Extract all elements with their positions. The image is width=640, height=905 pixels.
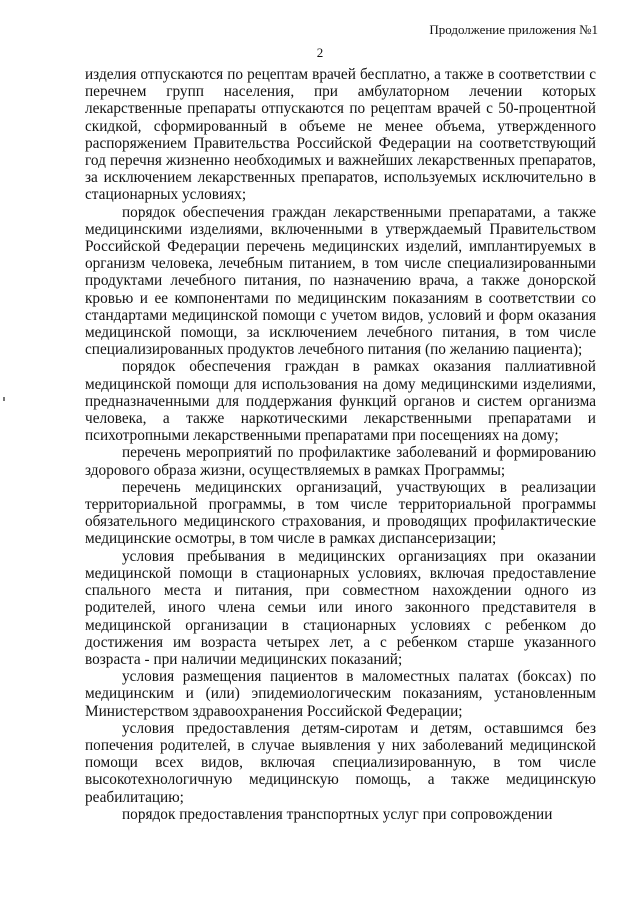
page-number: 2 <box>316 45 324 60</box>
paragraph-medical-organizations: перечень медицинских организаций, участвующих в реализации территориальной программы, в том числе территориальной программы обязательного медицинского страхования, и проводящих профилактические медицинские осмотры, в том числе в рамках диспансеризации; <box>85 478 596 548</box>
paragraph-continued: изделия отпускаются по рецептам врачей бесплатно, а также в соответствии с перечнем групп населения, при амбулаторном лечении которых лекарственные препараты отпускаются по рецептам врачей с 50-процентной скидкой, сформированный в объеме не менее объема, утвержденного распоряжением Правительства Российской Федерации на соответствующий год перечня жизненно необходимых и важнейших лекарственных препаратов, за исключением лекарственных препаратов, используемых исключительно в стационарных условиях; <box>85 66 596 204</box>
paragraph-small-wards: условия размещения пациентов в маломестных палатах (боксах) по медицинским и (или) эпидемиологическим показаниям, установленным Министерством здравоохранения Российской Федерации; <box>85 668 596 720</box>
paragraph-inpatient-conditions: условия пребывания в медицинских организациях при оказании медицинской помощи в стационарных условиях, включая предоставление спального места и питания, при совместном нахождении одного из родителей, иного члена семьи или иного законного представителя в медицинской организации в стационарных условиях с ребенком до достижения им возраста четырех лет, а с ребенком старше указанного возраста - при наличии медицинских показаний; <box>85 547 596 668</box>
paragraph-medication-provision: порядок обеспечения граждан лекарственными препаратами, а также медицинскими изделиями, включенными в утверждаемый Правительством Российской Федерации перечень медицинских изделий, имплантируемых в организм человека, лечебным питанием, в том числе специализированными продуктами лечебного питания, по назначению врача, а также донорской кровью и ее компонентами по медицинским показаниям в соответствии со стандартами медицинской помощи с учетом видов, условий и форм оказания медицинской помощи, за исключением лечебного питания, в том числе специализированных продуктов лечебного питания (по желанию пациента); <box>85 203 596 359</box>
paragraph-palliative-care: порядок обеспечения граждан в рамках оказания паллиативной медицинской помощи для использования на дому медицинскими изделиями, предназначенными для поддержания функций органов и систем организма человека, а также наркотическими лекарственными препаратами и психотропными лекарственными препаратами при посещениях на дому; <box>85 358 596 445</box>
paragraph-transport-services: порядок предоставления транспортных услуг при сопровождении <box>122 805 553 823</box>
appendix-continuation-note: Продолжение приложения №1 <box>429 22 598 37</box>
document-body <box>85 66 596 823</box>
paragraph-orphan-care: условия предоставления детям-сиротам и детям, оставшимся без попечения родителей, в случае выявления у них заболеваний медицинской помощи всех видов, включая специализированную, в том числе высокотехнологичную медицинскую помощь, а также медицинскую реабилитацию; <box>85 719 596 806</box>
paragraph-prevention-measures: перечень мероприятий по профилактике заболеваний и формированию здорового образа жизни, осуществляемых в рамках Программы; <box>85 444 596 479</box>
margin-mark <box>3 397 5 401</box>
